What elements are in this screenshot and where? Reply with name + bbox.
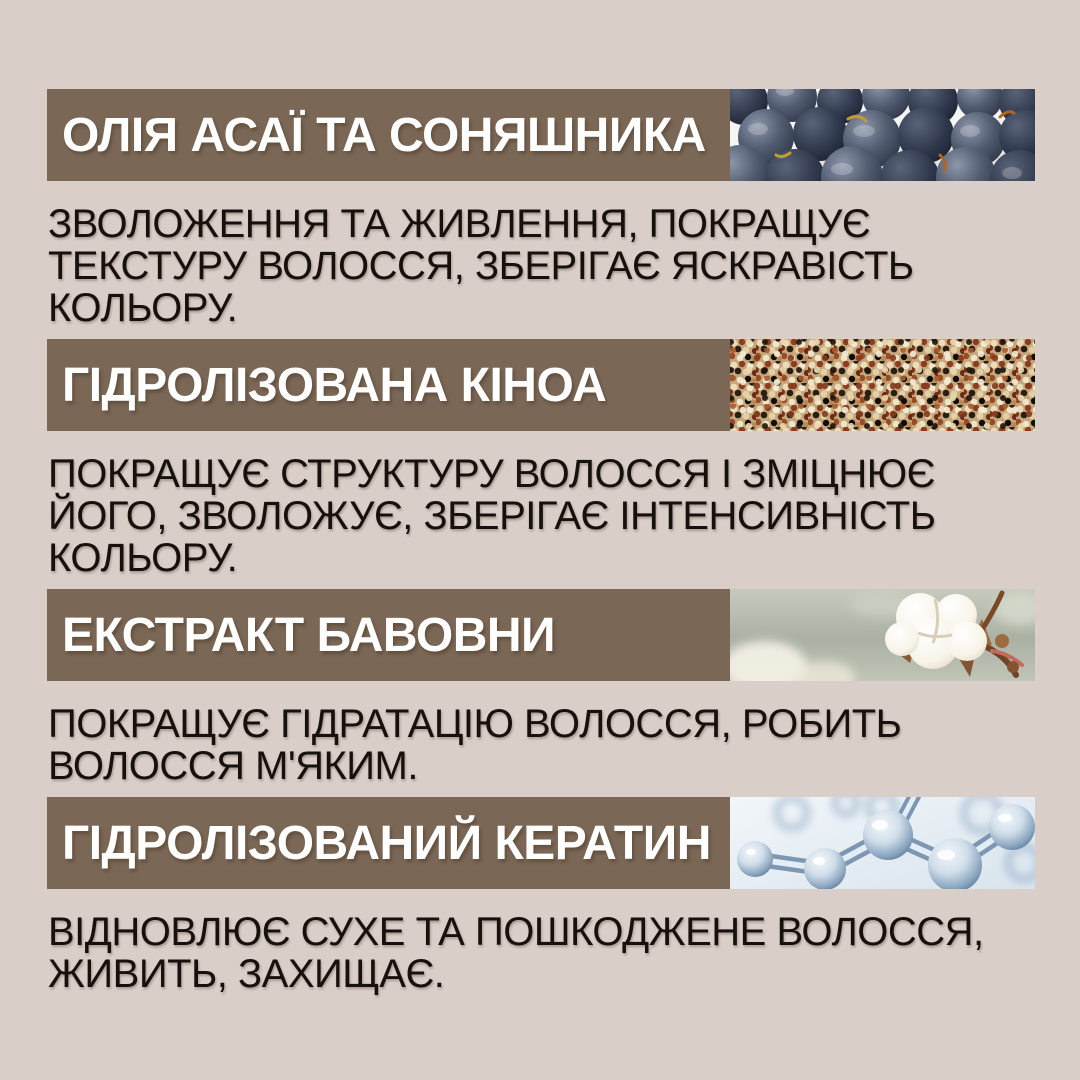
description-line: КОЛЬОРУ. (48, 536, 238, 580)
section-title: ГІДРОЛІЗОВАНИЙ КЕРАТИН (62, 816, 711, 870)
header-title-area (47, 797, 730, 889)
description-line: ТЕКСТУРУ ВОЛОССЯ, ЗБЕРІГАЄ ЯСКРАВІСТЬ (48, 244, 914, 288)
header-bar (47, 797, 1035, 889)
section-hydrolyzed-keratin (47, 797, 1035, 995)
section-hydrolyzed-quinoa (47, 339, 1035, 579)
section-description (48, 203, 1035, 329)
infographic-content (47, 89, 1035, 1005)
section-title: ЕКСТРАКТ БАВОВНИ (62, 608, 556, 662)
header-bar (47, 339, 1035, 431)
quinoa-seeds-photo (730, 339, 1035, 431)
description-line: ПОКРАЩУЄ СТРУКТУРУ ВОЛОССЯ І ЗМІЦНЮЄ (48, 452, 935, 496)
section-acai-sunflower-oil (47, 89, 1035, 329)
description-line: ЗВОЛОЖЕННЯ ТА ЖИВЛЕННЯ, ПОКРАЩУЄ (48, 202, 871, 246)
blueberries-acai-photo (730, 89, 1035, 181)
section-title: ГІДРОЛІЗОВАНА КІНОА (62, 358, 607, 412)
description-line: ВОЛОССЯ М'ЯКИМ. (48, 744, 418, 788)
section-description (48, 703, 1035, 787)
description-line: ЖИВИТЬ, ЗАХИЩАЄ. (48, 952, 445, 996)
header-bar (47, 589, 1035, 681)
cotton-plant-photo (730, 589, 1035, 681)
section-description (48, 453, 1035, 579)
section-cotton-extract (47, 589, 1035, 787)
header-title-area (47, 89, 730, 181)
section-description (48, 911, 1035, 995)
header-title-area (47, 589, 730, 681)
description-line: КОЛЬОРУ. (48, 286, 238, 330)
description-line: ЙОГО, ЗВОЛОЖУЄ, ЗБЕРІГАЄ ІНТЕНСИВНІСТЬ (48, 494, 936, 538)
header-bar (47, 89, 1035, 181)
description-line: ПОКРАЩУЄ ГІДРАТАЦІЮ ВОЛОССЯ, РОБИТЬ (48, 702, 902, 746)
section-title: ОЛІЯ АСАЇ ТА СОНЯШНИКА (62, 108, 706, 162)
description-line: ВІДНОВЛЮЄ СУХЕ ТА ПОШКОДЖЕНЕ ВОЛОССЯ, (48, 910, 984, 954)
keratin-molecules-photo (730, 797, 1035, 889)
header-title-area (47, 339, 730, 431)
